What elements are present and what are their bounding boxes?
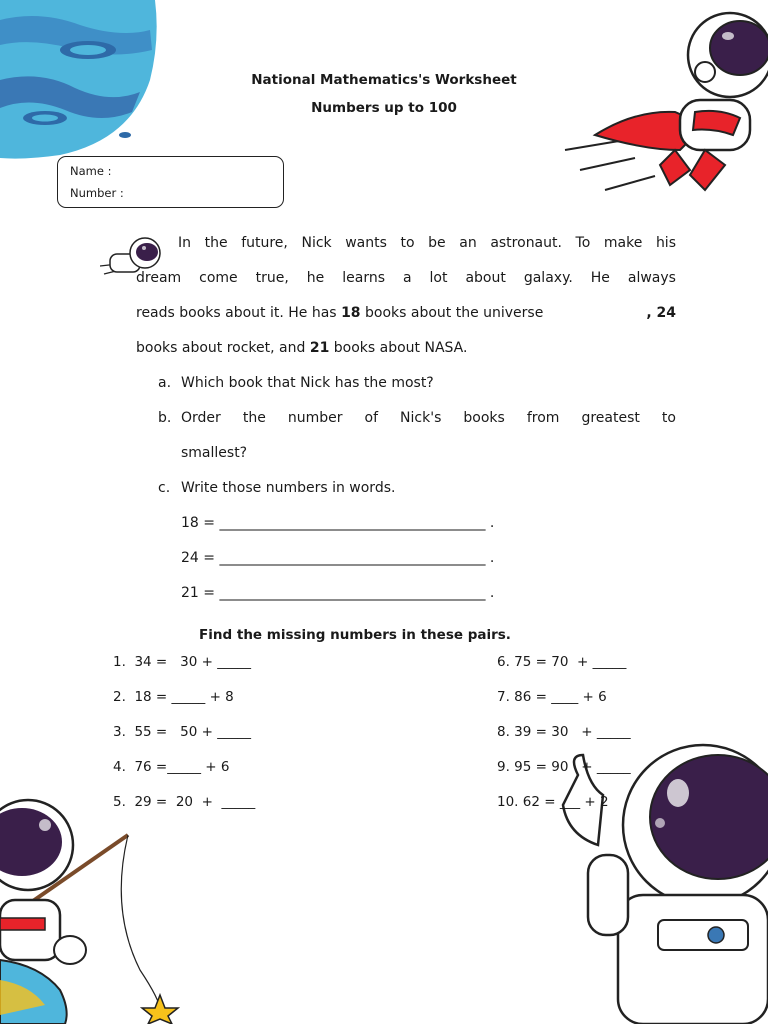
story-word: about — [465, 270, 506, 286]
problem-2[interactable]: 2. 18 = _____ + 8 — [113, 689, 234, 705]
fishing-astronaut-illustration — [0, 790, 200, 1024]
count-nasa: 21 — [309, 340, 330, 356]
missing-numbers-title: Find the missing numbers in these pairs. — [199, 627, 511, 643]
count-rocket: , 24 — [646, 305, 676, 321]
story-word: astronaut. — [490, 235, 562, 251]
story-word: come — [199, 270, 238, 286]
problem-9[interactable]: 9. 95 = 90 + _____ — [497, 759, 631, 775]
student-info-box — [57, 156, 284, 208]
count-universe: 18 — [341, 305, 361, 321]
story-word: future, — [241, 235, 288, 251]
story-word: be — [428, 235, 446, 251]
story-line-4 — [136, 340, 467, 356]
story-line-3 — [136, 305, 676, 321]
story-word: from — [526, 410, 560, 426]
answer-label: 21 = — [181, 585, 220, 601]
question-text: Write those numbers in words. — [181, 480, 396, 496]
story-line-2 — [136, 270, 676, 286]
problem-4[interactable]: 4. 76 =_____ + 6 — [113, 759, 230, 775]
answer-end: . — [485, 585, 495, 601]
question-text: smallest? — [181, 445, 248, 461]
answer-label: 18 = — [181, 515, 220, 531]
answer-end: . — [485, 515, 495, 531]
problem-5[interactable]: 5. 29 = 20 + _____ — [113, 794, 256, 810]
story-word: to — [400, 235, 415, 251]
story-word: the — [242, 410, 266, 426]
story-word: number — [287, 410, 343, 426]
problem-6[interactable]: 6. 75 = 70 + _____ — [497, 654, 627, 670]
story-word: true, — [255, 270, 289, 286]
story-line-1 — [178, 235, 676, 251]
story-word: to — [661, 410, 676, 426]
story-text: books about the universe — [360, 305, 544, 321]
story-word: the — [204, 235, 228, 251]
answer-blank[interactable]: ______________________________________ — [219, 585, 486, 601]
story-word: Nick — [301, 235, 332, 251]
story-word: greatest — [581, 410, 640, 426]
story-word: dream — [136, 270, 182, 286]
story-word: wants — [345, 235, 387, 251]
story-word: make — [603, 235, 643, 251]
worksheet-title: National Mathematics's Worksheet — [251, 72, 517, 88]
story-word: a — [402, 270, 412, 286]
problem-3[interactable]: 3. 55 = 50 + _____ — [113, 724, 251, 740]
story-word: lot — [429, 270, 448, 286]
story-word: To — [575, 235, 591, 251]
story-word: learns — [342, 270, 386, 286]
problem-10[interactable]: 10. 62 = ___ + 2 — [497, 794, 609, 810]
story-word: always — [627, 270, 676, 286]
story-word: books — [463, 410, 505, 426]
question-text: Which book that Nick has the most? — [181, 375, 434, 391]
name-label: Name : — [70, 164, 112, 178]
story-word: Nick's — [400, 410, 442, 426]
worksheet-subtitle: Numbers up to 100 — [311, 100, 457, 116]
answer-line-24[interactable] — [181, 550, 494, 566]
question-b-line-2 — [181, 445, 247, 461]
question-letter: b. — [158, 410, 172, 426]
story-word: an — [459, 235, 477, 251]
problem-7[interactable]: 7. 86 = ____ + 6 — [497, 689, 607, 705]
story-text: books about rocket, and — [136, 340, 310, 356]
problem-8[interactable]: 8. 39 = 30 + _____ — [497, 724, 631, 740]
question-b-line-1 — [181, 410, 676, 426]
question-letter: c. — [158, 480, 171, 496]
story-word: of — [364, 410, 379, 426]
story-word: galaxy. — [523, 270, 573, 286]
story-text: reads books about it. He has — [136, 305, 342, 321]
answer-label: 24 = — [181, 550, 220, 566]
story-text: books about NASA. — [329, 340, 468, 356]
answer-line-18[interactable] — [181, 515, 494, 531]
answer-line-21[interactable] — [181, 585, 494, 601]
story-word: he — [306, 270, 325, 286]
story-word: He — [590, 270, 610, 286]
story-word: In — [178, 235, 192, 251]
question-letter: a. — [158, 375, 172, 391]
problem-1[interactable]: 1. 34 = 30 + _____ — [113, 654, 251, 670]
waving-astronaut-illustration — [548, 735, 768, 1024]
story-word: Order — [181, 410, 221, 426]
answer-blank[interactable]: ______________________________________ — [219, 515, 486, 531]
answer-blank[interactable]: ______________________________________ — [219, 550, 486, 566]
number-label: Number : — [70, 186, 124, 200]
story-word: his — [655, 235, 676, 251]
answer-end: . — [485, 550, 495, 566]
